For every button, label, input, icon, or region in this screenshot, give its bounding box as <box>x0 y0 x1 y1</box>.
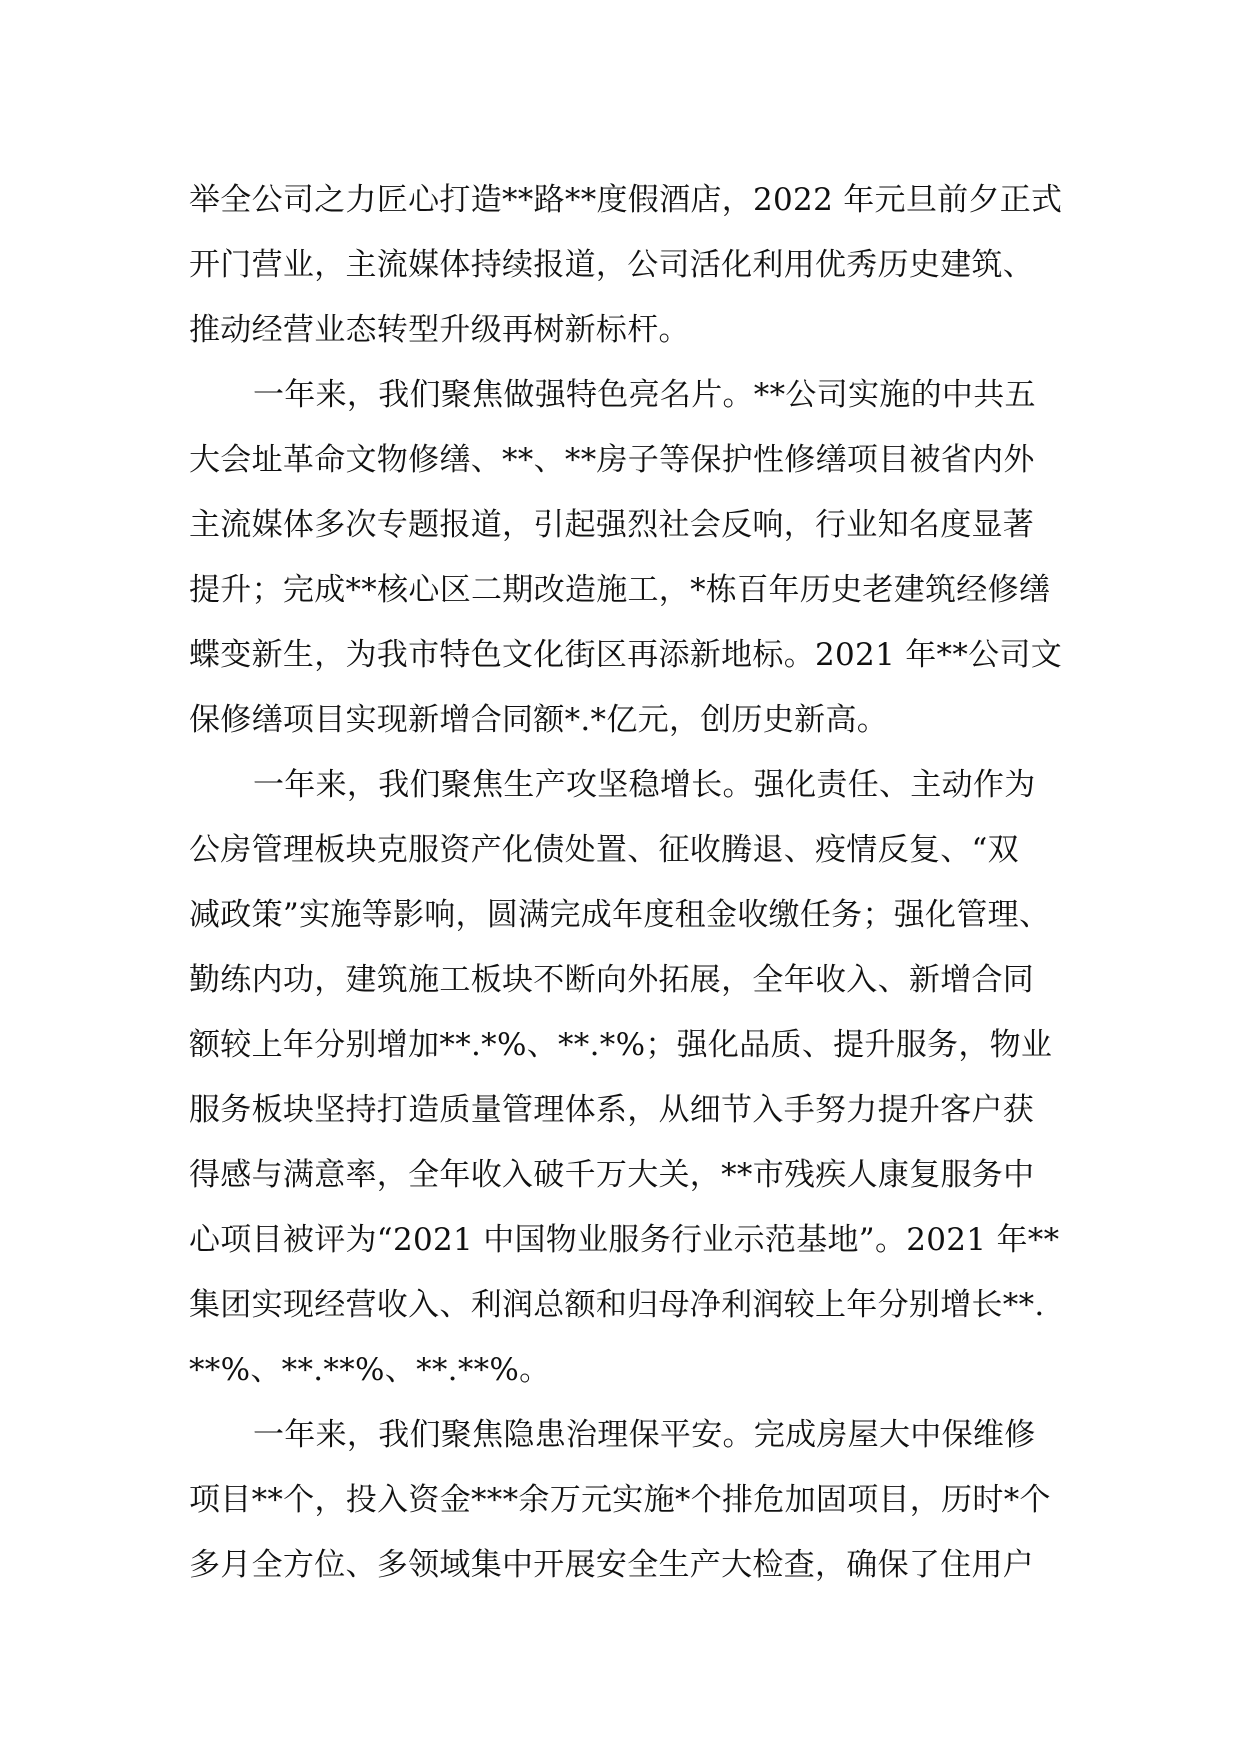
text-line: 心项目被评为“2021 中国物业服务行业示范基地”。2021 年** <box>189 1222 1060 1258</box>
text-line: 额较上年分别增加**.*%、**.*%；强化品质、提升服务，物业 <box>189 1027 1053 1063</box>
text-line: **%、**.**%、**.**%。 <box>189 1352 551 1388</box>
text-line: 多月全方位、多领域集中开展安全生产大检查，确保了住用户 <box>189 1547 1035 1583</box>
document-body <box>189 168 1064 1598</box>
text-line: 减政策”实施等影响，圆满完成年度租金收缴任务；强化管理、 <box>189 897 1051 933</box>
text-line: 开门营业，主流媒体持续报道，公司活化利用优秀历史建筑、 <box>189 247 1035 283</box>
text-line: 勤练内功，建筑施工板块不断向外拓展，全年收入、新增合同 <box>189 962 1035 998</box>
text-line: 一年来，我们聚焦隐患治理保平安。完成房屋大中保维修 <box>253 1417 1036 1453</box>
text-line: 公房管理板块克服资产化债处置、征收腾退、疫情反复、“双 <box>189 832 1019 868</box>
text-line: 得感与满意率，全年收入破千万大关，**市残疾人康复服务中 <box>189 1157 1035 1193</box>
text-line: 集团实现经营收入、利润总额和归母净利润较上年分别增长**. <box>189 1287 1045 1323</box>
text-line: 蝶变新生，为我市特色文化街区再添新地标。2021 年**公司文 <box>189 637 1063 673</box>
paragraph-production-growth <box>189 753 1064 1403</box>
text-line: 项目**个，投入资金***余万元实施*个排危加固项目，历时*个 <box>189 1482 1051 1518</box>
text-line: 一年来，我们聚焦做强特色亮名片。**公司实施的中共五 <box>253 377 1036 413</box>
text-line: 大会址革命文物修缮、**、**房子等保护性修缮项目被省内外 <box>189 442 1035 478</box>
text-line: 一年来，我们聚焦生产攻坚稳增长。强化责任、主动作为 <box>253 767 1036 803</box>
paragraph-hotel-opening <box>189 168 1064 363</box>
text-line: 提升；完成**核心区二期改造施工，*栋百年历史老建筑经修缮 <box>189 572 1051 608</box>
text-line: 保修缮项目实现新增合同额*.*亿元，创历史新高。 <box>189 702 889 738</box>
text-line: 举全公司之力匠心打造**路**度假酒店，2022 年元旦前夕正式 <box>189 182 1063 218</box>
text-line: 服务板块坚持打造质量管理体系，从细节入手努力提升客户获 <box>189 1092 1035 1128</box>
text-line: 主流媒体多次专题报道，引起强烈社会反响，行业知名度显著 <box>189 507 1035 543</box>
text-line: 推动经营业态转型升级再树新标杆。 <box>189 312 690 348</box>
paragraph-safety-governance <box>189 1403 1064 1598</box>
paragraph-featured-brand <box>189 363 1064 753</box>
